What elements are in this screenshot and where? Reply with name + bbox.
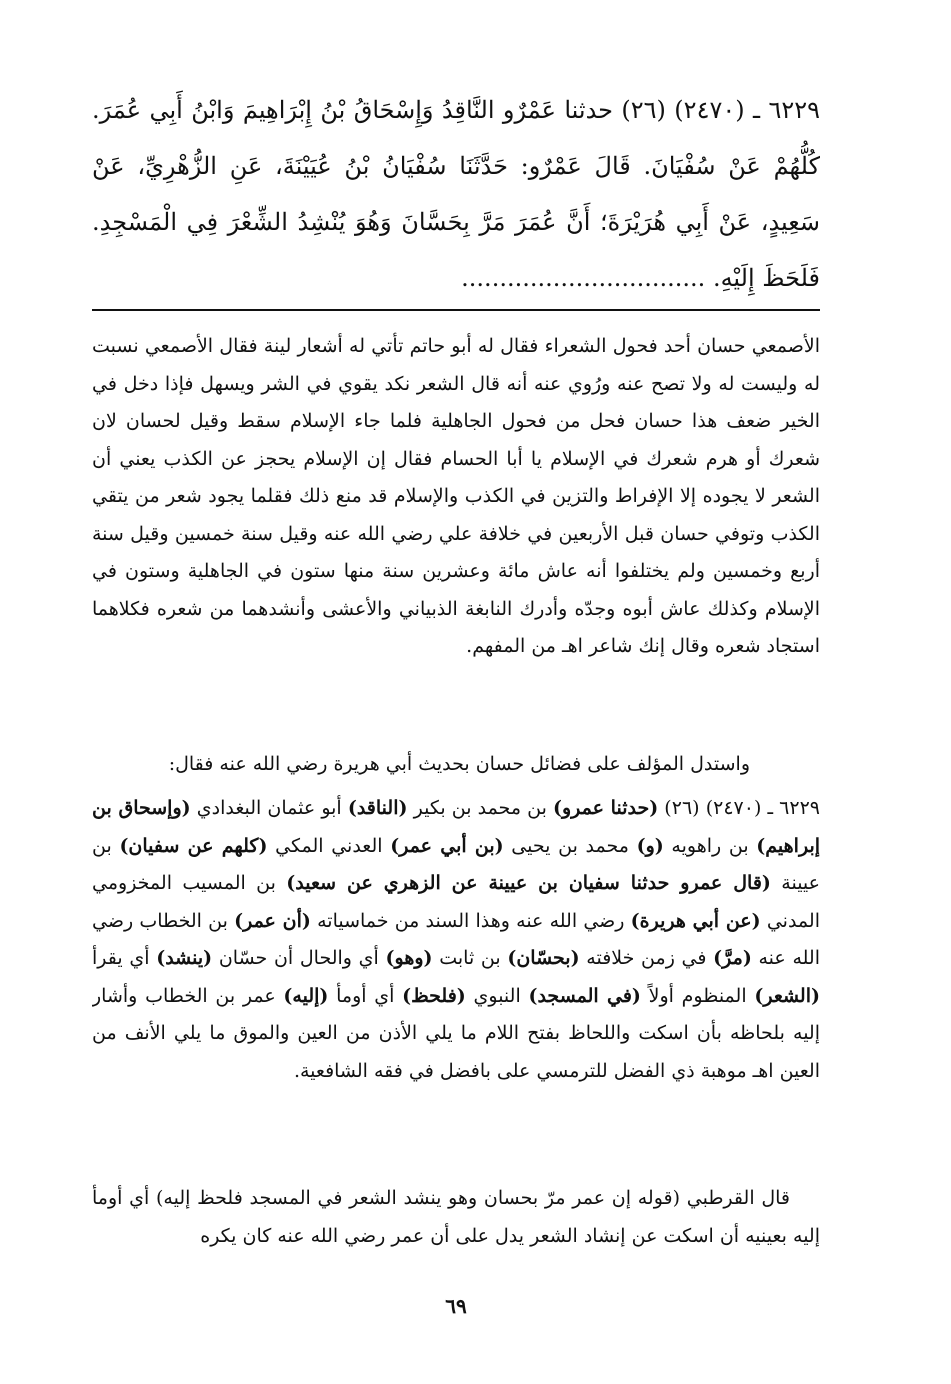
- sharh-text: بن الخطاب رضي الله عنه: [92, 909, 820, 969]
- sharh-quote: (في المسجد): [528, 984, 641, 1007]
- sharh-quote: (حدثنا عمرو): [553, 797, 659, 819]
- hadith-line-1: ٦٢٢٩ ـ (٢٤٧٠) (٢٦) حدثنا عَمْرٌو النَّاقِدُ وَإِسْحَاقُ بْنُ إِبْرَاهِيمَ وَابْنُ أَبِي: [149, 96, 820, 124]
- sharh-quote: (إليه): [283, 984, 329, 1007]
- hadith-text: [92, 82, 820, 306]
- sharh-text: أي والحال أن حسّان: [212, 947, 386, 969]
- sharh-quote: (و): [636, 834, 664, 857]
- sharh-text: أبو عثمان البغدادي: [190, 797, 348, 819]
- sharh-quote: (الناقد): [347, 797, 408, 819]
- sharh-text: بن عيينة: [92, 834, 820, 894]
- sharh-text: بن ثابت: [432, 947, 508, 969]
- sharh-text: النبوي: [465, 984, 529, 1007]
- hadith-line-3: سَعِيدٍ، عَنْ أَبِي هُرَيْرَةَ؛ أَنَّ عُمَرَ مَرَّ بِحَسَّانَ وَهُوَ يُنْشِدُ الشِّعْرَ فِي الْمَسْجِدِ. فَلَحَظَ: [92, 208, 820, 292]
- sharh-quote: (وهو): [385, 947, 433, 969]
- divider-rule: [92, 309, 820, 311]
- sharh-quote: (وإسحاق بن إبراهيم): [92, 797, 820, 857]
- sharh-text: بن محمد بن بكير: [407, 797, 553, 819]
- commentary-paragraph-qurtubi: قال القرطبي (قوله إن عمر مرّ بحسان وهو ينشد الشعر في المسجد فلحظ إليه) أي أومأ إليه بعينيه أن اسكت عن إنشاد الشعر يدل على أن عمر رضي الله عنه كان يكره: [92, 1187, 820, 1247]
- sharh-text: بن المسيب المخزومي المدني: [92, 872, 820, 932]
- sharh-quote: (بن أبي عمر): [390, 834, 504, 857]
- sharh-text: عمر بن الخطاب وأشار إليه بلحاظه بأن اسكت واللحاظ بفتح اللام ما يلي الأذن من العين والموق ما يلي الأنف من العين اهـ موهبة ذي الفضل للترمسي على بافضل في فقه الشافعية.: [92, 984, 820, 1082]
- sharh-quote: (عن أبي هريرة): [630, 909, 761, 932]
- sharh-quote: (كلهم عن سفيان): [119, 834, 268, 857]
- sharh-quote: (مرَّ): [713, 947, 752, 969]
- commentary-paragraph-asmai: الأصمعي حسان أحد فحول الشعراء فقال له أبو حاتم تأتي له أشعار لينة فقال الأصمعي نسبت له وليست له ولا تصح عنه ورُوي عنه أنه قال الشعر نكد يقوي في الشر ويسهل فإذا دخل في الخير ضعف هذا حسان فحل من فحول الجاهلية فلما جاء الإسلام سقط وقيل لحسان لان شعرك أو هرم شعرك في الإسلام يا أبا الحسام فقال إن الإسلام يحجز عن الكذب يعني أن الشعر لا يجوده إلا الإفراط والتزين في الكذب والإسلام قد منع ذلك فقلما يجود شعر من يتقي الكذب وتوفي حسان قبل الأربعين في خلافة علي رضي الله عنه وقيل سنة خمسين وقيل سنة أربع وخمسين ولم يختلفوا أنه عاش مائة وعشرين سنة منها ستون في الجاهلية وستون في الإسلام وكذلك عاش أبوه وجدّه وأدرك النابغة الذبياني والأعشى وأنشدهما من شعره فكلاهما استجاد شعره وقال إنك شاعر اهـ من المفهم.: [92, 335, 820, 657]
- ellipsis-dots: ................................: [461, 264, 706, 292]
- sharh-text: بن راهويه: [663, 834, 757, 857]
- sharh-text: محمد بن يحيى: [503, 834, 637, 857]
- sharh-quote: (ينشد): [156, 947, 213, 969]
- sharh-text: رضي الله عنه وهذا السند من خماسياته: [310, 909, 631, 932]
- sharh-text: أي يقرأ: [92, 947, 157, 969]
- hadith-line-4: إِلَيْهِ.: [712, 264, 755, 292]
- sharh-text: أي أومأ: [328, 984, 403, 1007]
- sharh-quote: (فلحظ): [402, 984, 466, 1007]
- sharh-text: المنظوم أولاً: [640, 984, 755, 1007]
- hadith-line-2: عُمَرَ. كُلُّهُمْ عَنْ سُفْيَانَ. قَالَ عَمْرٌو: حَدَّثَنَا سُفْيَانُ بْنُ عُيَيْنَةَ، عَنِ الزُّهْرِيِّ، عَنْ: [92, 96, 820, 180]
- page: [92, 82, 820, 1362]
- commentary-paragraph-sharh: [92, 790, 820, 1168]
- commentary-paragraph-istidlal: واستدل المؤلف على فضائل حسان بحديث أبي هريرة رضي الله عنه فقال:: [168, 753, 750, 775]
- sharh-text: في زمن خلافته: [579, 947, 714, 969]
- commentary: [92, 328, 820, 1258]
- sharh-text: ٦٢٢٩ ـ (٢٤٧٠) (٢٦): [658, 797, 820, 819]
- sharh-quote: (أن عمر): [234, 909, 311, 932]
- sharh-quote: (الشعر): [754, 984, 820, 1007]
- sharh-quote: (قال عمرو حدثنا سفيان بن عيينة عن الزهري عن سعيد): [286, 872, 771, 894]
- sharh-quote: (بحسّان): [507, 947, 580, 969]
- page-number: ٦٩: [445, 1294, 467, 1318]
- sharh-text: العدني المكي: [267, 834, 391, 857]
